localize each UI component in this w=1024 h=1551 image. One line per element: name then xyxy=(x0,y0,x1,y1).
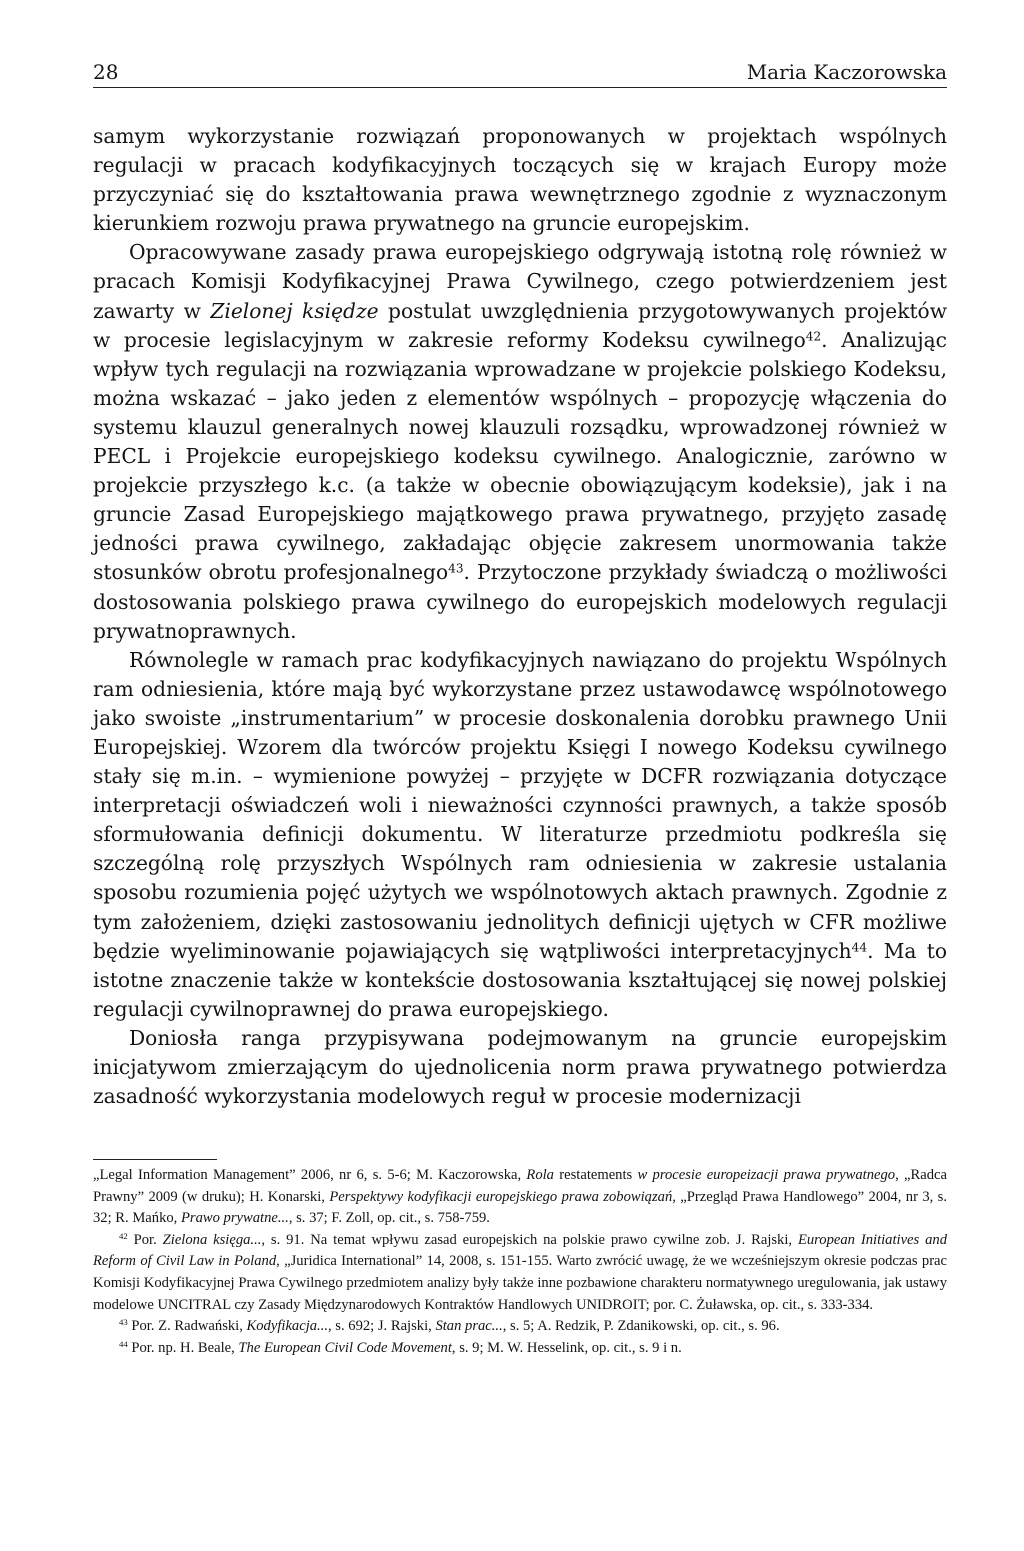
italic-text: Zielona księga... xyxy=(162,1231,262,1248)
page-number: 28 xyxy=(93,60,119,84)
text-run: restatements xyxy=(553,1167,638,1183)
italic-text: European Initiatives and Reform of Civil Law in Poland xyxy=(93,1231,947,1270)
running-header xyxy=(93,60,947,84)
footnote-42 xyxy=(93,1230,947,1316)
footnote-number: 43 xyxy=(119,1317,128,1328)
text-run: , s. 692; J. Rajski, xyxy=(328,1318,436,1335)
text-run: , „Radca Prawny” 2009 (w druku); H. Konarski, xyxy=(93,1167,947,1205)
footnote-41-continued xyxy=(93,1165,947,1230)
text-run: , „Juridica International” 14, 2008, s. 151-155. Warto zwrócić uwagę, że we wcześniejszym okresie podczas prac Komisji Kodyfikacyjnej Prawa Cywilnego przedmiotem analizy były także inne pozbawione charakteru normatywnego uregulowania, jak ustawy modelowe UNCITRAL czy Zasady Międzynarodowych Kontraktów Handlowych UNIDROIT; por. C. Żuławska, op. cit., s. 333-334. xyxy=(93,1253,948,1313)
text-run: Równolegle w ramach prac kodyfikacyjnych nawiązano do projektu Wspólnych ram odniesienia, które mają być wykorzystane przez ustawodawcę wspólnotowego jako swoiste „instrumentarium” w procesie doskonalenia dorobku prawnego Unii Europejskiej. Wzorem dla twórców projektu Księgi I nowego Kodeksu cywilnego stały się m.in. – wymienione powyżej – przyjęte w DCFR rozwiązania dotyczące interpretacji oświadczeń woli i nieważności czynności prawnych, a także sposób sformułowania definicji dokumentu. W literaturze przedmiotu podkreśla się szczególną rolę przyszłych Wspólnych ram odniesienia w zakresie ustalania sposobu rozumienia pojęć użytych we wspólnotowych aktach prawnych. Zgodnie z tym założeniem, dzięki zastosowaniu jednolitych definicji ujętych w CFR możliwe będzie wyeliminowanie pojawiających się wątpliwości interpretacyjnych xyxy=(93,647,947,963)
italic-text: The European Civil Code Movement xyxy=(238,1339,452,1356)
italic-title: Zielonej księdze xyxy=(210,298,379,323)
footnote-number: 42 xyxy=(119,1230,128,1241)
paragraph-2 xyxy=(93,238,947,645)
text-run: „Legal Information Management” 2006, nr 6, s. 5-6; M. Kaczorowska, xyxy=(93,1167,527,1183)
text-run: Opracowywane zasady prawa europejskiego odgrywają istotną rolę również w pracach Komisji Kodyfikacyjnej Prawa Cywilnego, czego potwierdzeniem jest zawarty w xyxy=(93,240,947,323)
italic-text: Rola xyxy=(526,1167,554,1183)
text-run: Por. np. H. Beale, xyxy=(127,1339,239,1356)
footnote-rule xyxy=(93,1159,217,1160)
text-run: , s. 5; A. Redzik, P. Zdanikowski, op. cit., s. 96. xyxy=(502,1318,780,1335)
footnote-ref-42: 42 xyxy=(805,329,822,343)
text-run: . Przytoczone przykłady świadczą o możliwości dostosowania polskiego prawa cywilnego do europejskich modelowych regulacji prywatnoprawnych. xyxy=(93,560,947,643)
footnote-43 xyxy=(93,1316,947,1338)
footnote-ref-44: 44 xyxy=(851,939,868,954)
footnote-number: 44 xyxy=(119,1338,128,1349)
text-run: , „Przegląd Prawa Handlowego” 2004, nr 3, s. 32; R. Mańko, xyxy=(93,1188,947,1227)
text-run: Por. xyxy=(127,1231,163,1248)
italic-text: w procesie europeizacji prawa prywatnego xyxy=(637,1167,896,1183)
text-run: . Analizując wpływ tych regulacji na rozwiązania wprowadzane w projekcie polskiego Kodeksu, można wskazać – jako jeden z elementów wspólnych – propozycję włączenia do systemu klauzul generalnych nowej klauzuli rozsądku, wprowadzonej również w PECL i Projekcie europejskiego kodeksu cywilnego. Analogicznie, zarówno w projekcie przyszłego k.c. (a także w obecnie obowiązującym kodeksie), jak i na gruncie Zasad Europejskiego majątkowego prawa prywatnego, przyjęto zasadę jedności prawa cywilnego, zakładając objęcie zakresem unormowania także stosunków obrotu profesjonalnego xyxy=(93,327,947,585)
footnote-ref-43: 43 xyxy=(448,561,464,576)
paragraph-3 xyxy=(93,646,947,1024)
italic-text: Kodyfikacja... xyxy=(246,1318,328,1335)
italic-text: Perspektywy kodyfikacji europejskiego prawa zobowiązań xyxy=(329,1188,673,1205)
italic-text: Stan prac... xyxy=(435,1318,503,1335)
footnotes xyxy=(93,1165,947,1359)
text-run: , s. 37; F. Zoll, op. cit., s. 758-759. xyxy=(288,1210,490,1227)
text-run: . Ma to istotne znaczenie także w kontekście dostosowania kształtującej się nowej polskiej regulacji cywilnoprawnej do prawa europejskiego. xyxy=(93,938,947,1021)
main-text xyxy=(93,122,947,1111)
paragraph-4: Doniosła ranga przypisywana podejmowanym na gruncie europejskim inicjatywom zmierzającym do ujednolicenia norm prawa prywatnego potwierdza zasadność wykorzystania modelowych reguł w procesie modernizacji xyxy=(93,1025,947,1109)
text-run: , s. 91. Na temat wpływu zasad europejskich na polskie prawo cywilne zob. J. Rajski, xyxy=(261,1231,798,1248)
text-run: postulat uwzględnienia przygotowywanych projektów w procesie legislacyjnym w zakresie reformy Kodeksu cywilnego xyxy=(93,298,947,352)
text-run: , s. 9; M. W. Hesselink, op. cit., s. 9 i n. xyxy=(451,1339,682,1356)
italic-text: Prawo prywatne... xyxy=(180,1210,289,1227)
text-run: Por. Z. Radwański, xyxy=(127,1318,247,1335)
header-rule xyxy=(93,87,947,88)
running-head-author: Maria Kaczorowska xyxy=(746,60,947,84)
paragraph-1: samym wykorzystanie rozwiązań proponowanych w projektach wspólnych regulacji w pracach kodyfikacyjnych toczących się w krajach Europy może przyczyniać się do kształtowania prawa wewnętrznego zgodnie z wyznaczonym kierunkiem rozwoju prawa prywatnego na gruncie europejskim. xyxy=(93,124,947,236)
footnote-44 xyxy=(93,1338,947,1360)
